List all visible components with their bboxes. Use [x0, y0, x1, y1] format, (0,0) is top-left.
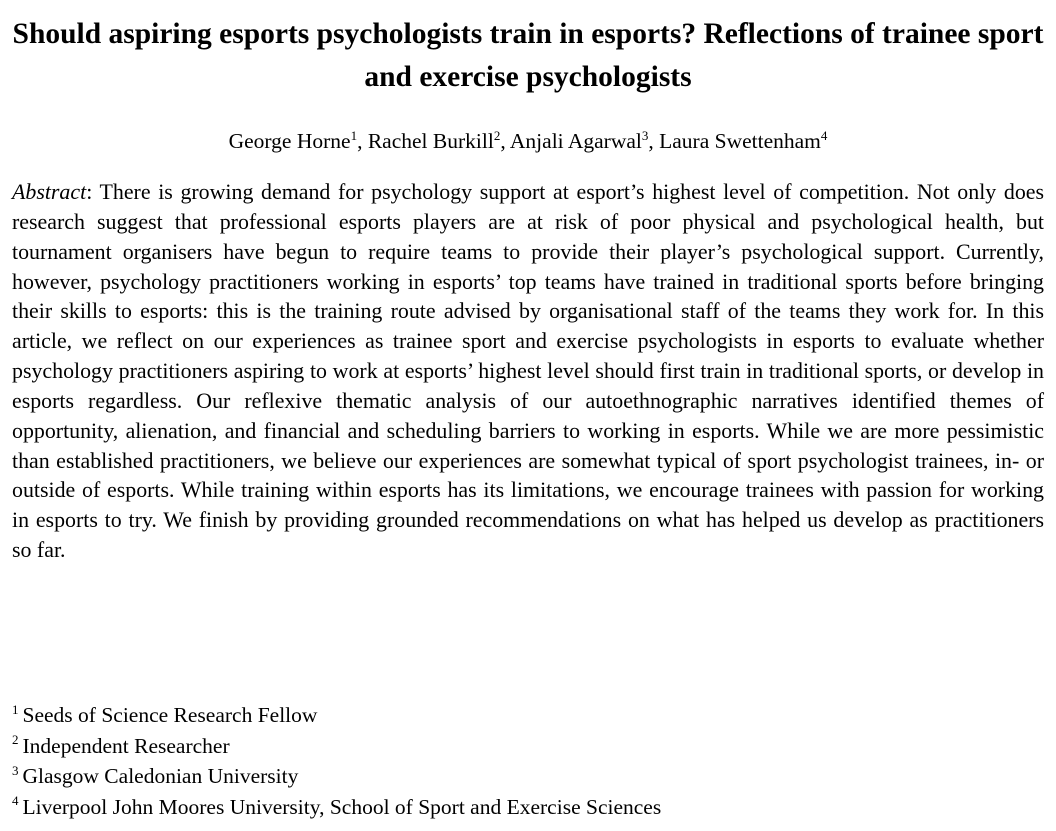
- affiliation-text: Independent Researcher: [22, 733, 230, 758]
- author-separator: ,: [500, 129, 510, 153]
- author-affiliation-mark: 4: [820, 127, 828, 143]
- affiliation-list: [12, 700, 661, 822]
- author: [368, 129, 510, 153]
- author-separator: ,: [357, 129, 368, 153]
- affiliation-mark: 4: [12, 793, 19, 809]
- affiliation-mark: 3: [12, 762, 19, 778]
- abstract-label: Abstract: [12, 179, 87, 204]
- author: [229, 129, 368, 153]
- affiliation-item: [12, 761, 661, 792]
- author-affiliation-mark: 1: [350, 127, 358, 143]
- affiliation-mark: 1: [12, 701, 19, 717]
- paper-title: Should aspiring esports psychologists train in esports? Reflections of trainee sport and exercise psychologists: [12, 18, 1044, 93]
- author-affiliation-mark: 3: [641, 127, 649, 143]
- affiliation-text: Liverpool John Moores University, School of Sport and Exercise Sciences: [22, 794, 662, 819]
- affiliation-item: [12, 700, 661, 731]
- affiliation-text: Seeds of Science Research Fellow: [22, 703, 318, 727]
- affiliation-item: [12, 731, 661, 762]
- author-name: Rachel Burkill: [367, 129, 494, 153]
- author-name: George Horne: [228, 129, 351, 153]
- author-name: Anjali Agarwal: [509, 129, 642, 153]
- author-name: Laura Swettenham: [659, 129, 821, 153]
- affiliation-mark: 2: [12, 732, 19, 748]
- author-affiliation-mark: 2: [493, 127, 501, 143]
- abstract: [12, 177, 1044, 565]
- author: [510, 129, 659, 153]
- author-separator: ,: [648, 129, 660, 153]
- author-list: [12, 127, 1044, 155]
- author: [659, 129, 827, 153]
- affiliation-text: Glasgow Caledonian University: [22, 764, 299, 788]
- abstract-text: : There is growing demand for psychology support at esport’s highest level of competition. Not only does research suggest that professional esports players are at risk of poor physical and psychological health, but tournament organisers have begun to require teams to provide their player’s psychological support. Currently, however, psychology practitioners working in esports’ top teams have trained in traditional sports before bringing their skills to esports: this is the training route advised by organisational staff of the teams they work for. In this article, we reflect on our experiences as trainee sport and exercise psychologists in esports to evaluate whether psychology practitioners aspiring to work at esports’ highest level should first train in traditional sports, or develop in esports regardless. Our reflexive thematic analysis of our autoethnographic narratives identified themes of opportunity, alienation, and financial and scheduling barriers to working in esports. While we are more pessimistic than established practitioners, we believe our experiences are somewhat typical of sport psychologist trainees, in- or outside of esports. While training within esports has its limitations, we encourage trainees with passion for working in esports to try. We finish by providing grounded recommendations on what has helped us develop as practitioners so far.: [12, 179, 1044, 563]
- affiliation-item: [12, 792, 661, 823]
